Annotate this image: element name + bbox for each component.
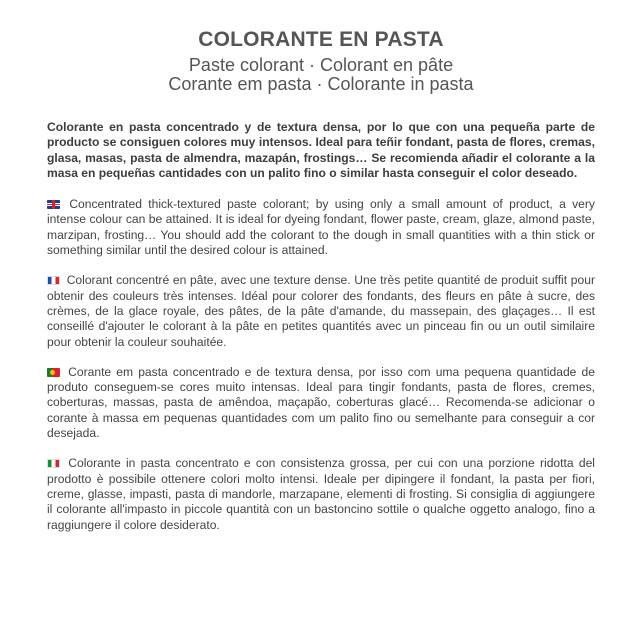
description-french: Colorant concentré en pâte, avec une texture dense. Une très petite quantité de produit suffit pour obtenir des couleurs très intenses. Idéal pour colorer des fondants, des fleurs en pâte à sucre, des crèmes, de la glace royale, des pâtes, de la pâte d'amande, du massepain, des glaçages… Il est conseillé d'ajouter le colorant à la pâte en petites quantités avec un pinceau fin ou un outil similaire pour obtenir la couleur souhaitée. [47, 273, 595, 349]
page-title: COLORANTE EN PASTA [198, 28, 444, 51]
description-italian: Colorante in pasta concentrato e con consistenza grossa, per cui con una porzione ridotta del prodotto è possibile ottenere colori molto intensi. Ideale per dipingere il fondant, la pasta per fiori, creme, glasse, impasti, pasta di mandorle, marzapane, elementi di frosting. Si consiglia di aggiungere il colorante all'impasto in piccole quantità con un bastoncino sottile o qualche oggetto analogo, fino a raggiungere il colore desiderato. [47, 456, 595, 532]
subtitle-line-2: Corante em pasta · Colorante in pasta [168, 74, 474, 94]
portugal-flag-icon [47, 368, 60, 377]
description-portuguese: Corante em pasta concentrado e de textura densa, por isso com uma pequena quantidade de produto conseguem-se cores muito intensas. Ideal para tingir fondants, pasta de flores, cremes, coberturas, massas, pasta de amêndoa, maçapão, coberturas glacé… Recomenda-se adicionar o corante à massa em pequenas quantidades com um palito fino ou semelhante para conseguir a cor desejada. [47, 364, 595, 441]
description-english: Concentrated thick-textured paste colorant; by using only a small amount of product, a very intense colour can be attained. It is ideal for dyeing fondant, flower paste, cream, glaze, almond paste, marzipan, frosting… You should add the colorant to the dough in small quantities with a thin stick or something similar until the desired colour is attained. [47, 197, 595, 258]
italy-flag-icon [47, 459, 60, 468]
subtitle-line-1: Paste colorant · Colorant en pâte [188, 55, 454, 75]
france-flag-icon [47, 276, 60, 285]
description-portuguese-block [47, 365, 595, 441]
description-french-block [47, 273, 595, 349]
description-italian-block [47, 456, 595, 532]
description-english-block [47, 197, 595, 258]
subtitles [47, 56, 595, 94]
description-spanish: Colorante en pasta concentrado y de textura densa, por lo que con una pequeña parte de producto se consiguen colores muy intensos. Ideal para teñir fondant, pasta de flores, cremas, glasa, masas, pasta de almendra, mazapán, frostings… Se recomienda añadir el colorante a la masa en pequeñas cantidades con un palito fino o similar hasta conseguir el color deseado. [47, 120, 595, 180]
uk-flag-icon [47, 200, 60, 209]
